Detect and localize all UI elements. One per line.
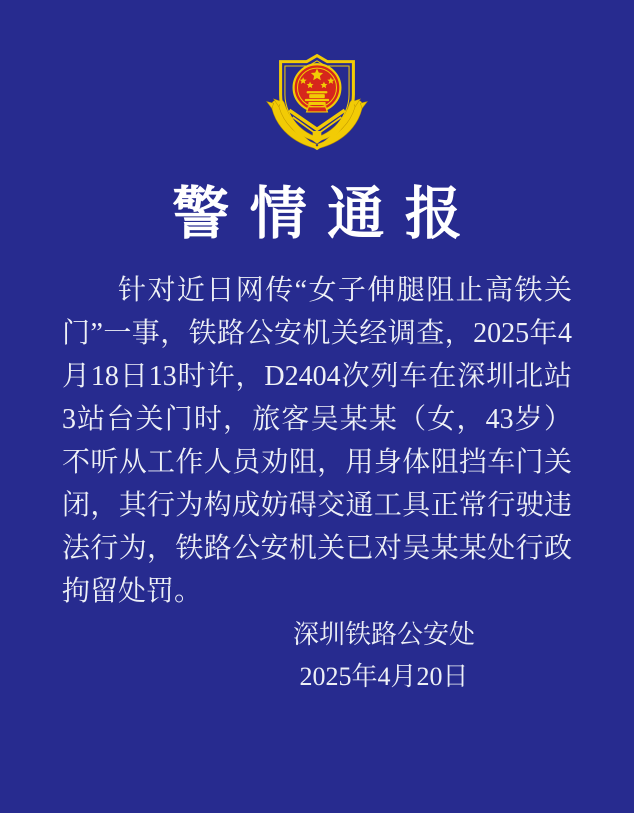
notice-title: 警情通报: [172, 183, 483, 246]
signature-date: 2025年4月20日: [299, 662, 469, 691]
china-police-badge-icon: [265, 50, 369, 160]
police-badge-emblem: [265, 50, 369, 160]
signature-issuer: 深圳铁路公安处: [292, 620, 475, 649]
notice-body-paragraph: 针对近日网传“女子伸腿阻止高铁关门”一事，铁路公安机关经调查，2025年4月18日13时许，D2404次列车在深圳北站3站台关门时，旅客吴某某（女，43岁）不听从工作人员劝阻，用身体阻挡车门关闭，其行为构成妨碍交通工具正常行驶违法行为，铁路公安机关已对吴某某处行政拘留处罚。: [62, 275, 572, 608]
signature-block: [134, 614, 634, 698]
